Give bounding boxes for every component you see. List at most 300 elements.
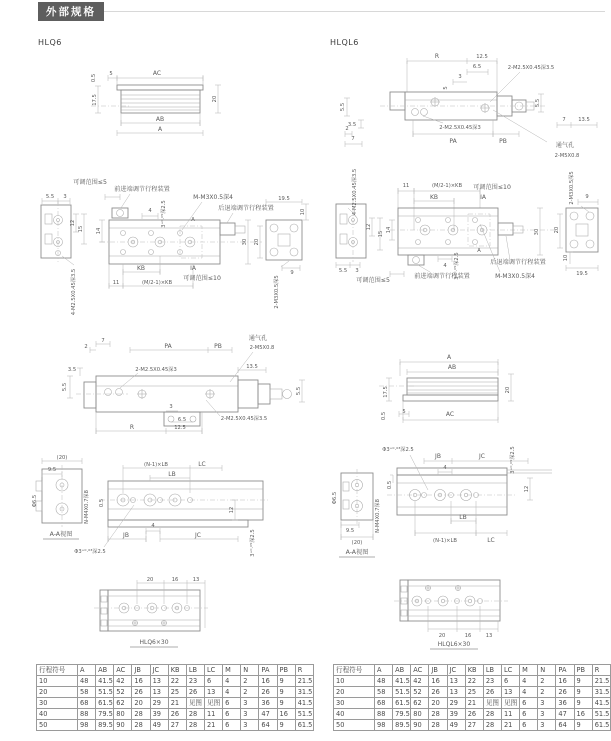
table-cell: 见图 [501,698,519,709]
dim-label: PB [214,343,222,350]
thread-label: 4-M2.5X0.45深3.5 [71,268,77,316]
table-cell: 51.5 [96,687,114,698]
dim-label: 5.5 [62,382,68,392]
table-cell: 88 [375,709,393,720]
dim-label: 19.5 [576,271,588,277]
dim-label: LB [459,514,467,521]
column-header: KB [465,665,483,676]
column-header: AC [411,665,429,676]
table-cell: 58 [375,687,393,698]
dim-label: 9 [290,270,294,276]
table-cell: 47 [556,709,574,720]
table-cell: 61.5 [393,698,411,709]
table-cell: 9 [574,720,592,731]
table-cell: 16 [429,676,447,687]
dim-label: IA [480,194,486,201]
column-header: AC [114,665,132,676]
dim-label: 13.5 [578,117,590,123]
body [394,580,508,621]
dim-label: 20 [212,95,218,103]
table-cell: 2 [538,676,556,687]
table-cell: 51.5 [393,687,411,698]
dim-label: 7 [351,136,355,142]
table-cell: 98 [78,720,96,731]
table-cell: 见图 [186,698,204,709]
table-cell: 23 [483,676,501,687]
dim-label: 3⁺⁰·⁰⁵深2.5 [510,446,516,474]
body [379,378,498,401]
table-cell: 98 [375,720,393,731]
table-cell: 88 [78,709,96,720]
column-header: A [375,665,393,676]
table-cell: 11 [204,709,222,720]
dim-label: 7 [562,117,566,123]
table-cell: 9 [574,698,592,709]
column-header: PB [277,665,295,676]
table-cell: 26 [168,709,186,720]
hlql6-dimension-table [333,664,611,731]
table-cell: 40 [37,709,78,720]
dim-label: 11 [112,280,120,286]
table-cell: 9 [277,687,295,698]
dim-label: 5.5 [296,386,302,396]
dim-label: (M/2-1)×KB [431,183,463,189]
table-cell: 21.5 [592,676,610,687]
hlq6-dimension-table [36,664,314,731]
dim-label: 7 [101,338,105,344]
dim-label: 4 [148,208,152,214]
table-row [37,720,314,731]
dim-label: 30 [534,228,540,236]
hlql6-bottom-view-drawing [390,568,550,652]
dim-label: 16 [171,577,179,583]
dim-label: 12 [524,485,530,493]
dimensions-top [407,58,520,102]
dim-label: 5.5 [340,102,346,112]
table-cell: 9 [277,720,295,731]
table-cell: 29 [447,698,465,709]
body [94,590,208,631]
table-cell: 20 [132,698,150,709]
dim-label: (M/2-1)×KB [141,280,173,286]
thread-label: M-M3X0.5深4 [495,273,535,280]
table-cell: 30 [37,698,78,709]
column-header: 行程符号 [334,665,375,676]
column-header: KB [168,665,186,676]
dim-label: 16 [464,633,472,639]
body [91,85,203,113]
table-cell: 13 [501,687,519,698]
hlq6-bottom-view-drawing [90,570,240,654]
table-cell: 22 [168,676,186,687]
table-cell: 6 [520,698,538,709]
table-cell: 21 [465,698,483,709]
table-cell: 20 [37,687,78,698]
table-cell: 2 [241,676,259,687]
table-cell: 6 [204,676,222,687]
table-cell: 68 [375,698,393,709]
dim-label: 20 [554,226,560,234]
table-row [334,709,611,720]
rear-adjuster-label: 后退端调节行程装置 [218,205,274,212]
dim-label: Φ6.5 [32,494,38,508]
thread-label: N-M4X0.7深8 [375,499,381,533]
column-header: M [223,665,241,676]
table-cell: 16 [259,676,277,687]
thread-label: N-M4X0.7深8 [84,490,90,524]
dim-label: Φ3⁺⁰·⁰³深2.5 [382,447,414,453]
dim-label: JB [123,532,129,539]
figure-caption: HLQL6×30 [437,641,471,648]
dim-label: 17.5 [383,386,389,398]
column-header: LB [186,665,204,676]
table-cell: 26 [132,687,150,698]
right-end-view [266,220,302,260]
table-cell: 16 [574,709,592,720]
table-cell: 36 [556,698,574,709]
table-row [37,676,314,687]
column-header: R [295,665,313,676]
table-cell: 6 [501,676,519,687]
dim-label: 10 [563,254,569,262]
table-cell: 50 [334,720,375,731]
table-cell: 26 [429,687,447,698]
thread-label: 2-M5X0.8 [249,345,275,351]
dim-label: 20 [438,633,446,639]
dim-label: IA [190,265,196,272]
table-cell: 90 [114,720,132,731]
table-cell: 42 [114,676,132,687]
table-cell: 2 [241,687,259,698]
table-cell: 36 [259,698,277,709]
dim-label: 20 [505,386,511,394]
dim-label: 13 [485,633,493,639]
dim-label: JC [479,453,485,460]
dimensions-top [398,188,480,230]
dim-label: (20) [56,455,68,461]
dim-label: 5 [402,409,406,415]
table-cell: 3 [538,709,556,720]
table-cell: 16 [132,676,150,687]
table-cell: 10 [37,676,78,687]
table-cell: 49 [447,720,465,731]
dim-label: LC [198,461,206,468]
dim-label: AB [447,364,457,371]
dim-label: AC [152,70,162,77]
table-cell: 16 [556,676,574,687]
table-cell: 3 [241,720,259,731]
column-header: PA [259,665,277,676]
dim-label: (N-1)×LB [433,538,457,544]
table-cell: 52 [411,687,429,698]
table-cell: 26 [556,687,574,698]
dim-label: JC [195,532,201,539]
thread-label: 2-M5X0.8 [554,153,580,159]
main-body [390,208,560,265]
column-header: JC [447,665,465,676]
table-row [334,687,611,698]
aa-end-view [341,469,373,524]
dim-label: 0.5 [381,411,387,421]
table-cell: 30 [334,698,375,709]
table-cell: 9 [277,698,295,709]
table-cell: 51.5 [295,709,313,720]
table-cell: 20 [429,698,447,709]
table-cell: 3 [538,698,556,709]
dim-label: 6.5 [472,64,482,70]
left-end-view [41,201,71,262]
dim-label: 3⁺⁰·⁰⁵深2.5 [454,252,460,280]
table-cell: 6 [223,720,241,731]
table-cell: 61.5 [295,720,313,731]
dim-label: 9.5 [345,528,355,534]
dimensions [336,199,598,280]
dimensions-bottom [344,94,597,147]
table-cell: 90 [411,720,429,731]
section-marker: A [191,217,195,223]
dim-label: 0.5 [387,480,393,490]
table-cell: 21 [204,720,222,731]
table-cell: 6 [223,709,241,720]
table-cell: 41.5 [295,698,313,709]
dim-label: (N-1)×LB [144,462,168,468]
table-cell: 26 [186,687,204,698]
table-cell: 22 [465,676,483,687]
table-cell: 21 [501,720,519,731]
dim-label: AB [155,116,165,123]
dim-label: PA [449,138,457,145]
dim-label: 3 [458,74,462,80]
table-cell: 89.5 [96,720,114,731]
column-header: 行程符号 [37,665,78,676]
dim-label: 3.5 [67,367,77,373]
table-row [334,676,611,687]
dim-label: PA [164,343,172,350]
table-cell: 9 [574,676,592,687]
table-cell: 4 [223,687,241,698]
dim-label: 5 [443,86,449,90]
table-cell: 10 [334,676,375,687]
dim-label: 5 [109,71,113,77]
table-cell: 6 [520,720,538,731]
table-cell: 4 [520,676,538,687]
dim-label: 15 [378,230,384,238]
dim-label: 19.5 [278,196,290,202]
table-cell: 48 [78,676,96,687]
dim-label: 3.5 [347,122,357,128]
front-adjuster-label: 前进端调节行程装置 [414,273,470,280]
adjust-range-label: 可调范围≤5 [73,179,107,186]
table-cell: 4 [520,687,538,698]
column-header: R [592,665,610,676]
thread-label: 2-M2.5X0.45深3 [135,367,177,373]
table-cell: 27 [168,720,186,731]
dim-label: LC [487,537,495,544]
table-cell: 9 [574,687,592,698]
table-cell: 9 [277,676,295,687]
thread-label: 2-M2.5X0.45深3.5 [507,65,555,71]
table-cell: 41.5 [96,676,114,687]
table-cell: 20 [334,687,375,698]
table-cell: 40 [334,709,375,720]
figure-caption: HLQ6×30 [139,639,169,646]
dim-label: 5.5 [45,194,55,200]
rear-adjuster-label: 后退端调节行程装置 [490,259,546,266]
main-body [100,481,270,527]
adjust-range-label: 可调范围≤10 [473,184,511,191]
model-label-right: HLQL6 [330,38,359,47]
dim-label: Φ3⁺⁰·⁰³深2.5 [74,549,106,555]
hlql6-side-elevation-drawing [375,350,525,434]
dim-label: 6.5 [177,417,187,423]
dim-label: 2 [84,344,88,350]
column-header: N [241,665,259,676]
dim-label: 3⁺⁰·⁰⁵深2.5 [250,529,256,557]
dim-label: 15 [78,225,84,233]
dim-label: 0.5 [91,73,97,83]
dim-label: 14 [96,227,102,235]
dim-label: 4 [151,523,155,529]
table-cell: 11 [501,709,519,720]
table-cell: 39 [447,709,465,720]
dim-label: 9 [585,194,589,200]
table-row [37,698,314,709]
aa-end-view [36,465,82,527]
thread-label: M-M3X0.5深4 [193,194,233,201]
dim-label: 30 [242,238,248,246]
column-header: AB [393,665,411,676]
hlql6-plan-view-drawing [330,168,611,318]
dim-label: 20 [254,238,260,246]
table-cell: 80 [114,709,132,720]
table-cell: 49 [150,720,168,731]
header-rule [42,11,605,12]
dim-label: 13 [192,577,200,583]
table-cell: 50 [37,720,78,731]
dim-label: 4 [443,465,447,471]
thread-label: 4-M2.5X0.45深3.5 [352,168,358,216]
column-header: PB [574,665,592,676]
table-cell: 61.5 [592,720,610,731]
thread-label: 2-M2.5X0.45深3 [439,125,481,131]
table-cell: 28 [429,720,447,731]
right-end-view [566,208,598,252]
table-cell: 21.5 [295,676,313,687]
dim-label: 14 [386,226,392,234]
column-header: A [78,665,96,676]
dim-label: KB [429,194,439,201]
column-header: M [520,665,538,676]
table-cell: 6 [520,709,538,720]
section-caption: A-A视图 [345,549,369,556]
hlq6-section-view-drawing [30,443,270,569]
table-cell: 29 [150,698,168,709]
table-cell: 13 [447,687,465,698]
table-cell: 见图 [204,698,222,709]
table-cell: 28 [483,709,501,720]
table-cell: 23 [186,676,204,687]
table-cell: 62 [114,698,132,709]
table-cell: 51.5 [592,709,610,720]
table-cell: 25 [465,687,483,698]
table-cell: 3 [538,720,556,731]
dim-label: (20) [351,540,363,546]
table-cell: 28 [429,709,447,720]
table-cell: 39 [150,709,168,720]
table-cell: 47 [259,709,277,720]
dim-label: 3 [355,268,359,274]
table-row [37,687,314,698]
table-row [334,698,611,709]
table-cell: 3 [241,698,259,709]
table-cell: 见图 [483,698,501,709]
hlq6-port-view-drawing [58,328,316,440]
table-cell: 64 [259,720,277,731]
dim-label: 11 [402,183,410,189]
table-cell: 28 [483,720,501,731]
table-cell: 79.5 [96,709,114,720]
table-cell: 41.5 [393,676,411,687]
front-adjuster-label: 前进端调节行程装置 [114,186,170,193]
table-cell: 80 [411,709,429,720]
table-cell: 13 [204,687,222,698]
dim-label: R [129,424,135,431]
table-cell: 26 [483,687,501,698]
dim-label: 4 [443,263,447,269]
adjust-range-label: 可调范围≤10 [183,275,221,282]
table-cell: 13 [150,676,168,687]
dim-label: AC [445,411,455,418]
section-marker: A [477,248,481,254]
dim-label: A [157,126,163,133]
table-cell: 89.5 [393,720,411,731]
table-cell: 61.5 [96,698,114,709]
table-cell: 6 [223,698,241,709]
column-header: JB [132,665,150,676]
table-cell: 28 [186,720,204,731]
dim-label: 17.5 [92,94,98,106]
dim-label: 5.5 [535,98,541,108]
column-header: JC [150,665,168,676]
table-cell: 68 [78,698,96,709]
dim-label: 10 [300,208,306,216]
dim-label: 13.5 [246,364,258,370]
vent-hole-label: 通气孔 [248,335,268,342]
table-cell: 21 [168,698,186,709]
table-cell: 3 [241,709,259,720]
section-caption: A-A视图 [49,531,73,538]
column-header: PA [556,665,574,676]
dim-label: 0.5 [99,498,105,508]
hlq6-plan-view-drawing [30,170,315,320]
model-label-left: HLQ6 [38,38,62,47]
table-cell: 26 [465,709,483,720]
dim-label: Φ6.5 [332,491,338,505]
column-header: AB [96,665,114,676]
table-cell: 62 [411,698,429,709]
table-cell: 31.5 [295,687,313,698]
main-body [100,208,262,264]
table-cell: 13 [150,687,168,698]
dim-label: 5.5 [338,268,348,274]
table-cell: 13 [447,676,465,687]
column-header: JB [429,665,447,676]
dim-label: 12 [366,223,372,231]
table-cell: 64 [556,720,574,731]
table-cell: 79.5 [393,709,411,720]
vent-hole-label: 通气孔 [555,142,575,149]
dim-label: PB [499,138,507,145]
